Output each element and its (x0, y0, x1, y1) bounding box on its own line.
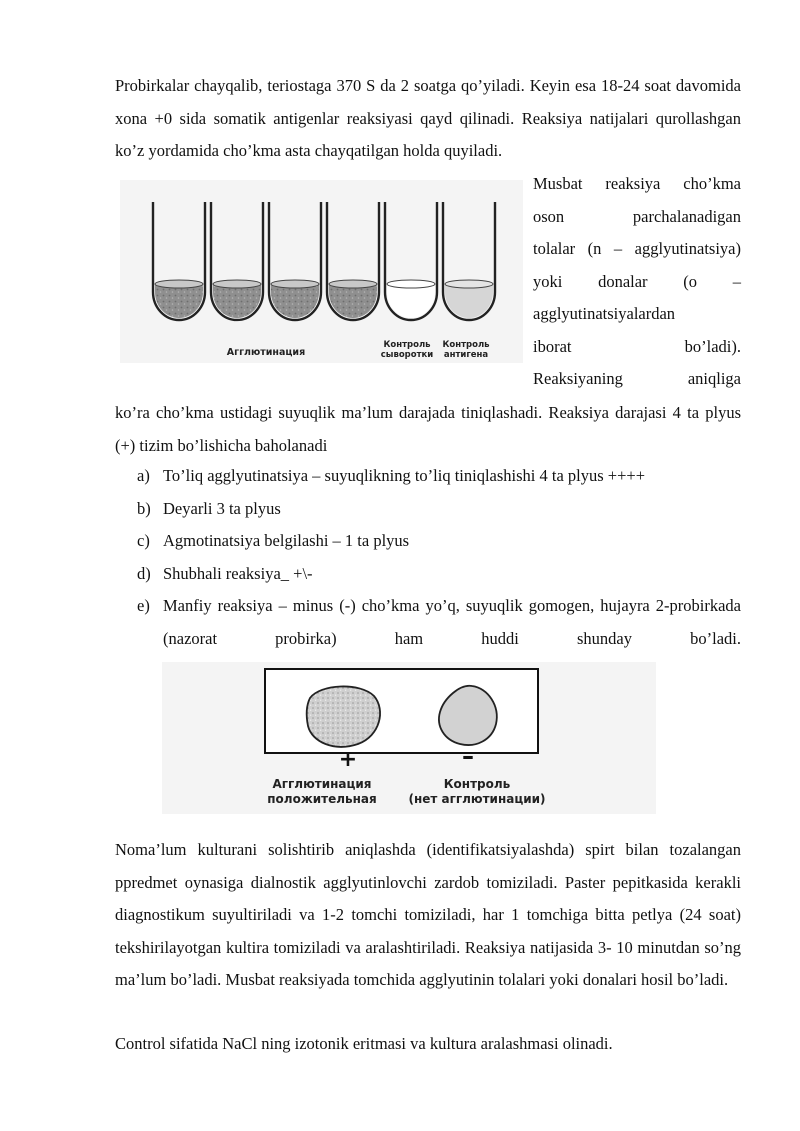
list-marker: d) (137, 563, 151, 583)
list-item-text: Agmotinatsiya belgilashi – 1 ta plyus (163, 531, 410, 550)
list-item (115, 525, 741, 558)
tube-antigen-control (443, 202, 495, 320)
label-serum-control-line2: сыворотки (380, 350, 434, 360)
list-item (115, 493, 741, 526)
list-item (115, 460, 741, 493)
list-marker: a) (137, 466, 150, 485)
label-antigen-control-line1: Контроль (442, 340, 490, 350)
label-antigen-control-line2: антигена (443, 350, 489, 360)
positive-label-line1: Агглютинация (272, 777, 372, 791)
list-item (115, 558, 741, 591)
list-marker: b) (137, 498, 151, 518)
slide-agglutination-illustration (162, 662, 656, 814)
list-item (115, 590, 741, 655)
label-agglutination: Агглютинация (226, 347, 306, 358)
tube-serum-control (385, 202, 437, 320)
paragraph-identification: Noma’lum kulturani solishtirib aniqlashda (identifikatsiyalashda) spirt bilan tozalangan ppredmet oynasiga dialnostik agglyutinlovchi zardob tomiziladi. Paster pepitkasida kerakli diagnostikum suyultiriladi va 1-2 tomchi tomiziladi, har 1 tomchiga bitta petlya (24 soat) tekshirilayotgan kultira tomiziladi va aralashtiriladi. Reaksiya natijasida 3- 10 minutdan so’ng ma’lum bo’ladi. Musbat reaksiyada tomchida agglyutinin tolalari yoki donalari hosil bo’ladi. (115, 840, 741, 989)
list-marker: e) (137, 596, 150, 615)
label-serum-control-line1: Контроль (383, 340, 431, 350)
side-line: oson parchalanadigan (533, 206, 741, 226)
positive-label-line2: положительная (267, 792, 377, 806)
control-label-line1: Контроль (443, 777, 511, 791)
list-item-text: To’liq agglyutinatsiya – suyuqlikning to’liq tiniqlashishi 4 ta plyus ++++ (163, 466, 646, 485)
paragraph-control: Control sifatida NaCl ning izotonik eritmasi va kultura aralashmasi olinadi. (115, 1034, 613, 1053)
minus-sign: – (462, 742, 474, 770)
list-marker: c) (137, 531, 150, 550)
tube-4 (327, 202, 379, 320)
paragraph-grading: ko’ra cho’kma ustidagi suyuqlik ma’lum darajada tiniqlashadi. Reaksiya darajasi 4 ta plyus (+) tizim bo’lishicha baholanadi (115, 403, 741, 455)
list-item-text: Deyarli 3 ta plyus (163, 498, 281, 518)
list-item-text: Manfiy reaksiya – minus (-) cho’kma yo’q, suyuqlik gomogen, hujayra 2-probirkada (nazorat probirka) ham huddi shunday bo’ladi. (163, 596, 741, 648)
side-line: agglyutinatsiyalardan (533, 304, 676, 323)
test-tubes-figure (120, 180, 523, 363)
side-line: Reaksiyaning aniqliga (533, 369, 741, 388)
control-label-line2: (нет агглютинации) (408, 792, 546, 806)
test-tubes-illustration (120, 180, 523, 363)
positive-drop (307, 686, 380, 746)
paragraph-intro: Probirkalar chayqalib, teriostaga 370 S da 2 soatga qo’yiladi. Keyin esa 18-24 soat davomida xona +0 sida somatik antigenlar reaksiyasi qayd qilinadi. Reaksiya natijalari qurollashgan ko’z yordamida cho’kma asta chayqatilgan holda quyiladi. (115, 76, 741, 160)
tube-3 (269, 202, 321, 320)
side-paragraph (533, 168, 741, 396)
tube-2 (211, 202, 263, 320)
side-line: Musbat reaksiya cho’kma (533, 174, 741, 193)
side-line: tolalar (n – agglyutinatsiya) (533, 239, 741, 258)
plus-sign: + (338, 747, 358, 772)
side-line: yoki donalar (o – (533, 271, 741, 291)
list-item-text: Shubhali reaksiya_ +\- (163, 563, 313, 583)
side-line: iborat bo’ladi). (533, 336, 741, 356)
tube-1 (153, 202, 205, 320)
reaction-grade-list (115, 460, 741, 655)
slide-agglutination-figure (162, 662, 656, 814)
